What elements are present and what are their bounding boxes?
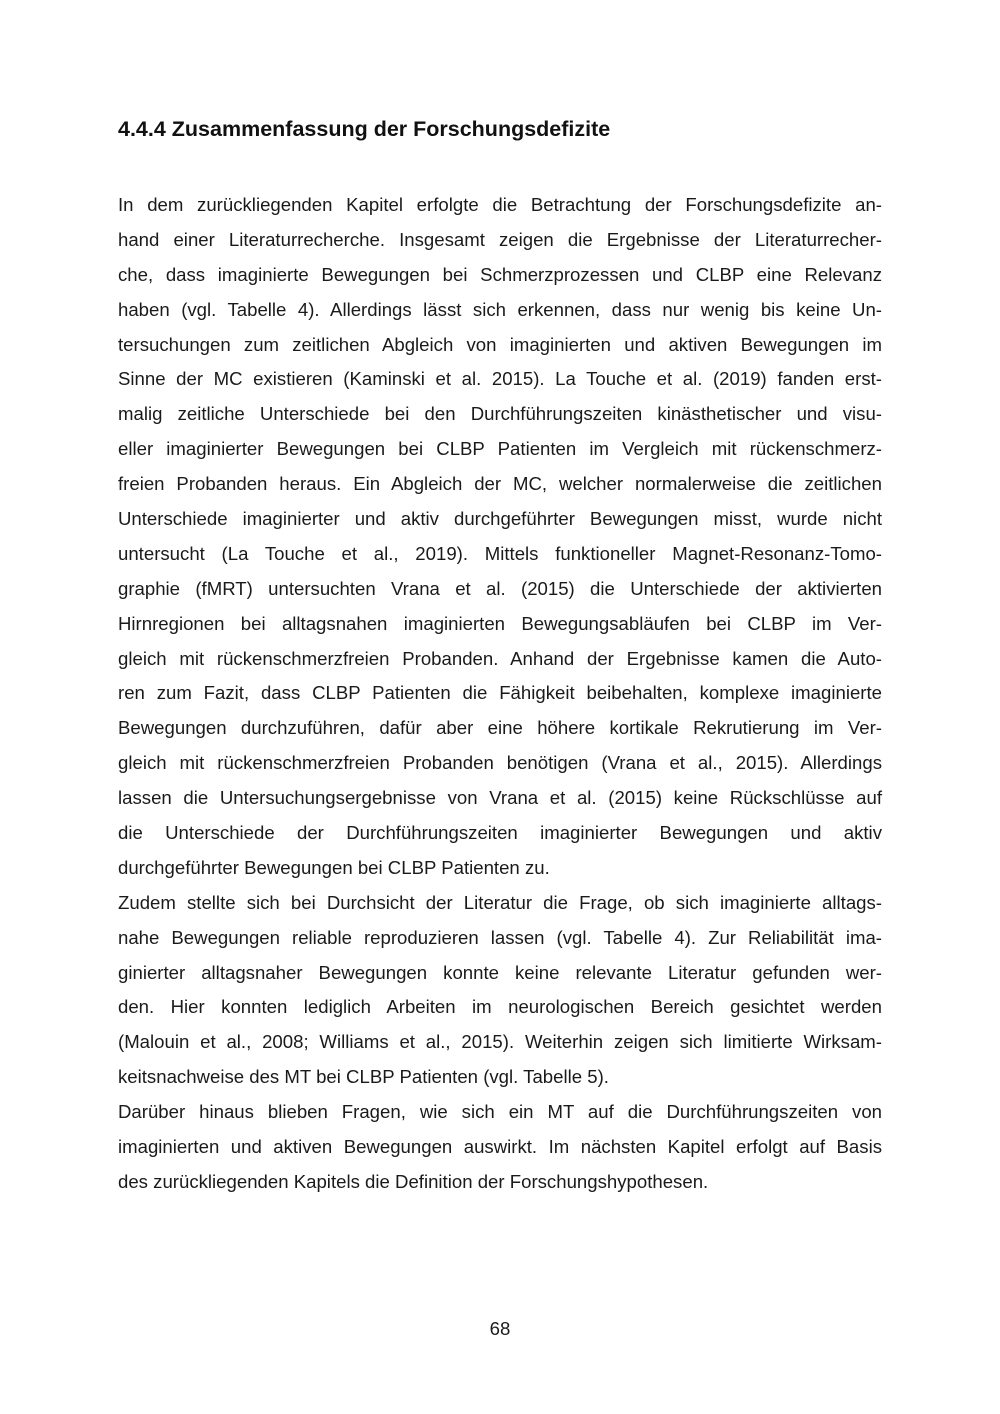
text-line: freien Probanden heraus. Ein Abgleich der MC, welcher normalerweise die zeitlichen	[118, 473, 882, 495]
text-line: untersucht (La Touche et al., 2019). Mittels funktioneller Magnet-Resonanz-Tomo-	[118, 542, 882, 564]
text-line: graphie (fMRT) untersuchten Vrana et al. (2015) die Unterschiede der aktivierten	[118, 577, 882, 599]
text-line: tersuchungen zum zeitlichen Abgleich von imaginierten und aktiven Bewegungen im	[118, 333, 882, 355]
text-line: des zurückliegenden Kapitels die Definition der Forschungshypothesen.	[118, 1170, 709, 1192]
section-heading: 4.4.4 Zusammenfassung der Forschungsdefizite	[118, 117, 611, 141]
text-line: ren zum Fazit, dass CLBP Patienten die Fähigkeit beibehalten, komplexe imaginierte	[118, 682, 882, 704]
text-line: ginierter alltagsnaher Bewegungen konnte keine relevante Literatur gefunden wer-	[118, 961, 882, 983]
text-line: eller imaginierter Bewegungen bei CLBP Patienten im Vergleich mit rückenschmerz-	[118, 438, 882, 460]
text-line: den. Hier konnten lediglich Arbeiten im neurologischen Bereich gesichtet werden	[118, 996, 882, 1018]
text-line: imaginierten und aktiven Bewegungen auswirkt. Im nächsten Kapitel erfolgt auf Basis	[118, 1136, 882, 1158]
text-line: Hirnregionen bei alltagsnahen imaginierten Bewegungsabläufen bei CLBP im Ver-	[118, 612, 882, 634]
text-line: hand einer Literaturrecherche. Insgesamt zeigen die Ergebnisse der Literaturrecher-	[118, 228, 882, 250]
text-line: In dem zurückliegenden Kapitel erfolgte die Betrachtung der Forschungsdefizite an-	[118, 194, 882, 215]
text-line: Darüber hinaus blieben Fragen, wie sich ein MT auf die Durchführungszeiten von	[118, 1101, 882, 1123]
text-line: gleich mit rückenschmerzfreien Probanden benötigen (Vrana et al., 2015). Allerdings	[118, 752, 882, 774]
text-line: Sinne der MC existieren (Kaminski et al. 2015). La Touche et al. (2019) fanden erst-	[118, 368, 882, 390]
text-line: haben (vgl. Tabelle 4). Allerdings lässt sich erkennen, dass nur wenig bis keine Un-	[118, 298, 882, 320]
page-number: 68	[489, 1318, 511, 1339]
text-line: durchgeführter Bewegungen bei CLBP Patienten zu.	[118, 856, 550, 878]
paragraph	[118, 889, 882, 1098]
text-line: nahe Bewegungen reliable reproduzieren lassen (vgl. Tabelle 4). Zur Reliabilität ima-	[118, 926, 882, 948]
text-line: malig zeitliche Unterschiede bei den Durchführungszeiten kinästhetischer und visu-	[118, 403, 882, 425]
body-text	[118, 191, 882, 1203]
text-line: Zudem stellte sich bei Durchsicht der Literatur die Frage, ob sich imaginierte alltags-	[118, 891, 882, 913]
text-line: die Unterschiede der Durchführungszeiten imaginierter Bewegungen und aktiv	[118, 822, 882, 844]
text-line: lassen die Untersuchungsergebnisse von Vrana et al. (2015) keine Rückschlüsse auf	[118, 787, 882, 809]
text-line: keitsnachweise des MT bei CLBP Patienten (vgl. Tabelle 5).	[118, 1066, 609, 1088]
text-line: gleich mit rückenschmerzfreien Probanden. Anhand der Ergebnisse kamen die Auto-	[118, 647, 882, 669]
paragraph	[118, 1098, 882, 1203]
text-line: Unterschiede imaginierter und aktiv durchgeführter Bewegungen misst, wurde nicht	[118, 508, 882, 530]
paragraph	[118, 191, 882, 889]
text-line: che, dass imaginierte Bewegungen bei Schmerzprozessen und CLBP eine Relevanz	[118, 263, 882, 285]
text-line: (Malouin et al., 2008; Williams et al., 2015). Weiterhin zeigen sich limitierte Wirksam-	[118, 1031, 882, 1053]
text-line: Bewegungen durchzuführen, dafür aber eine höhere kortikale Rekrutierung im Ver-	[118, 717, 882, 739]
